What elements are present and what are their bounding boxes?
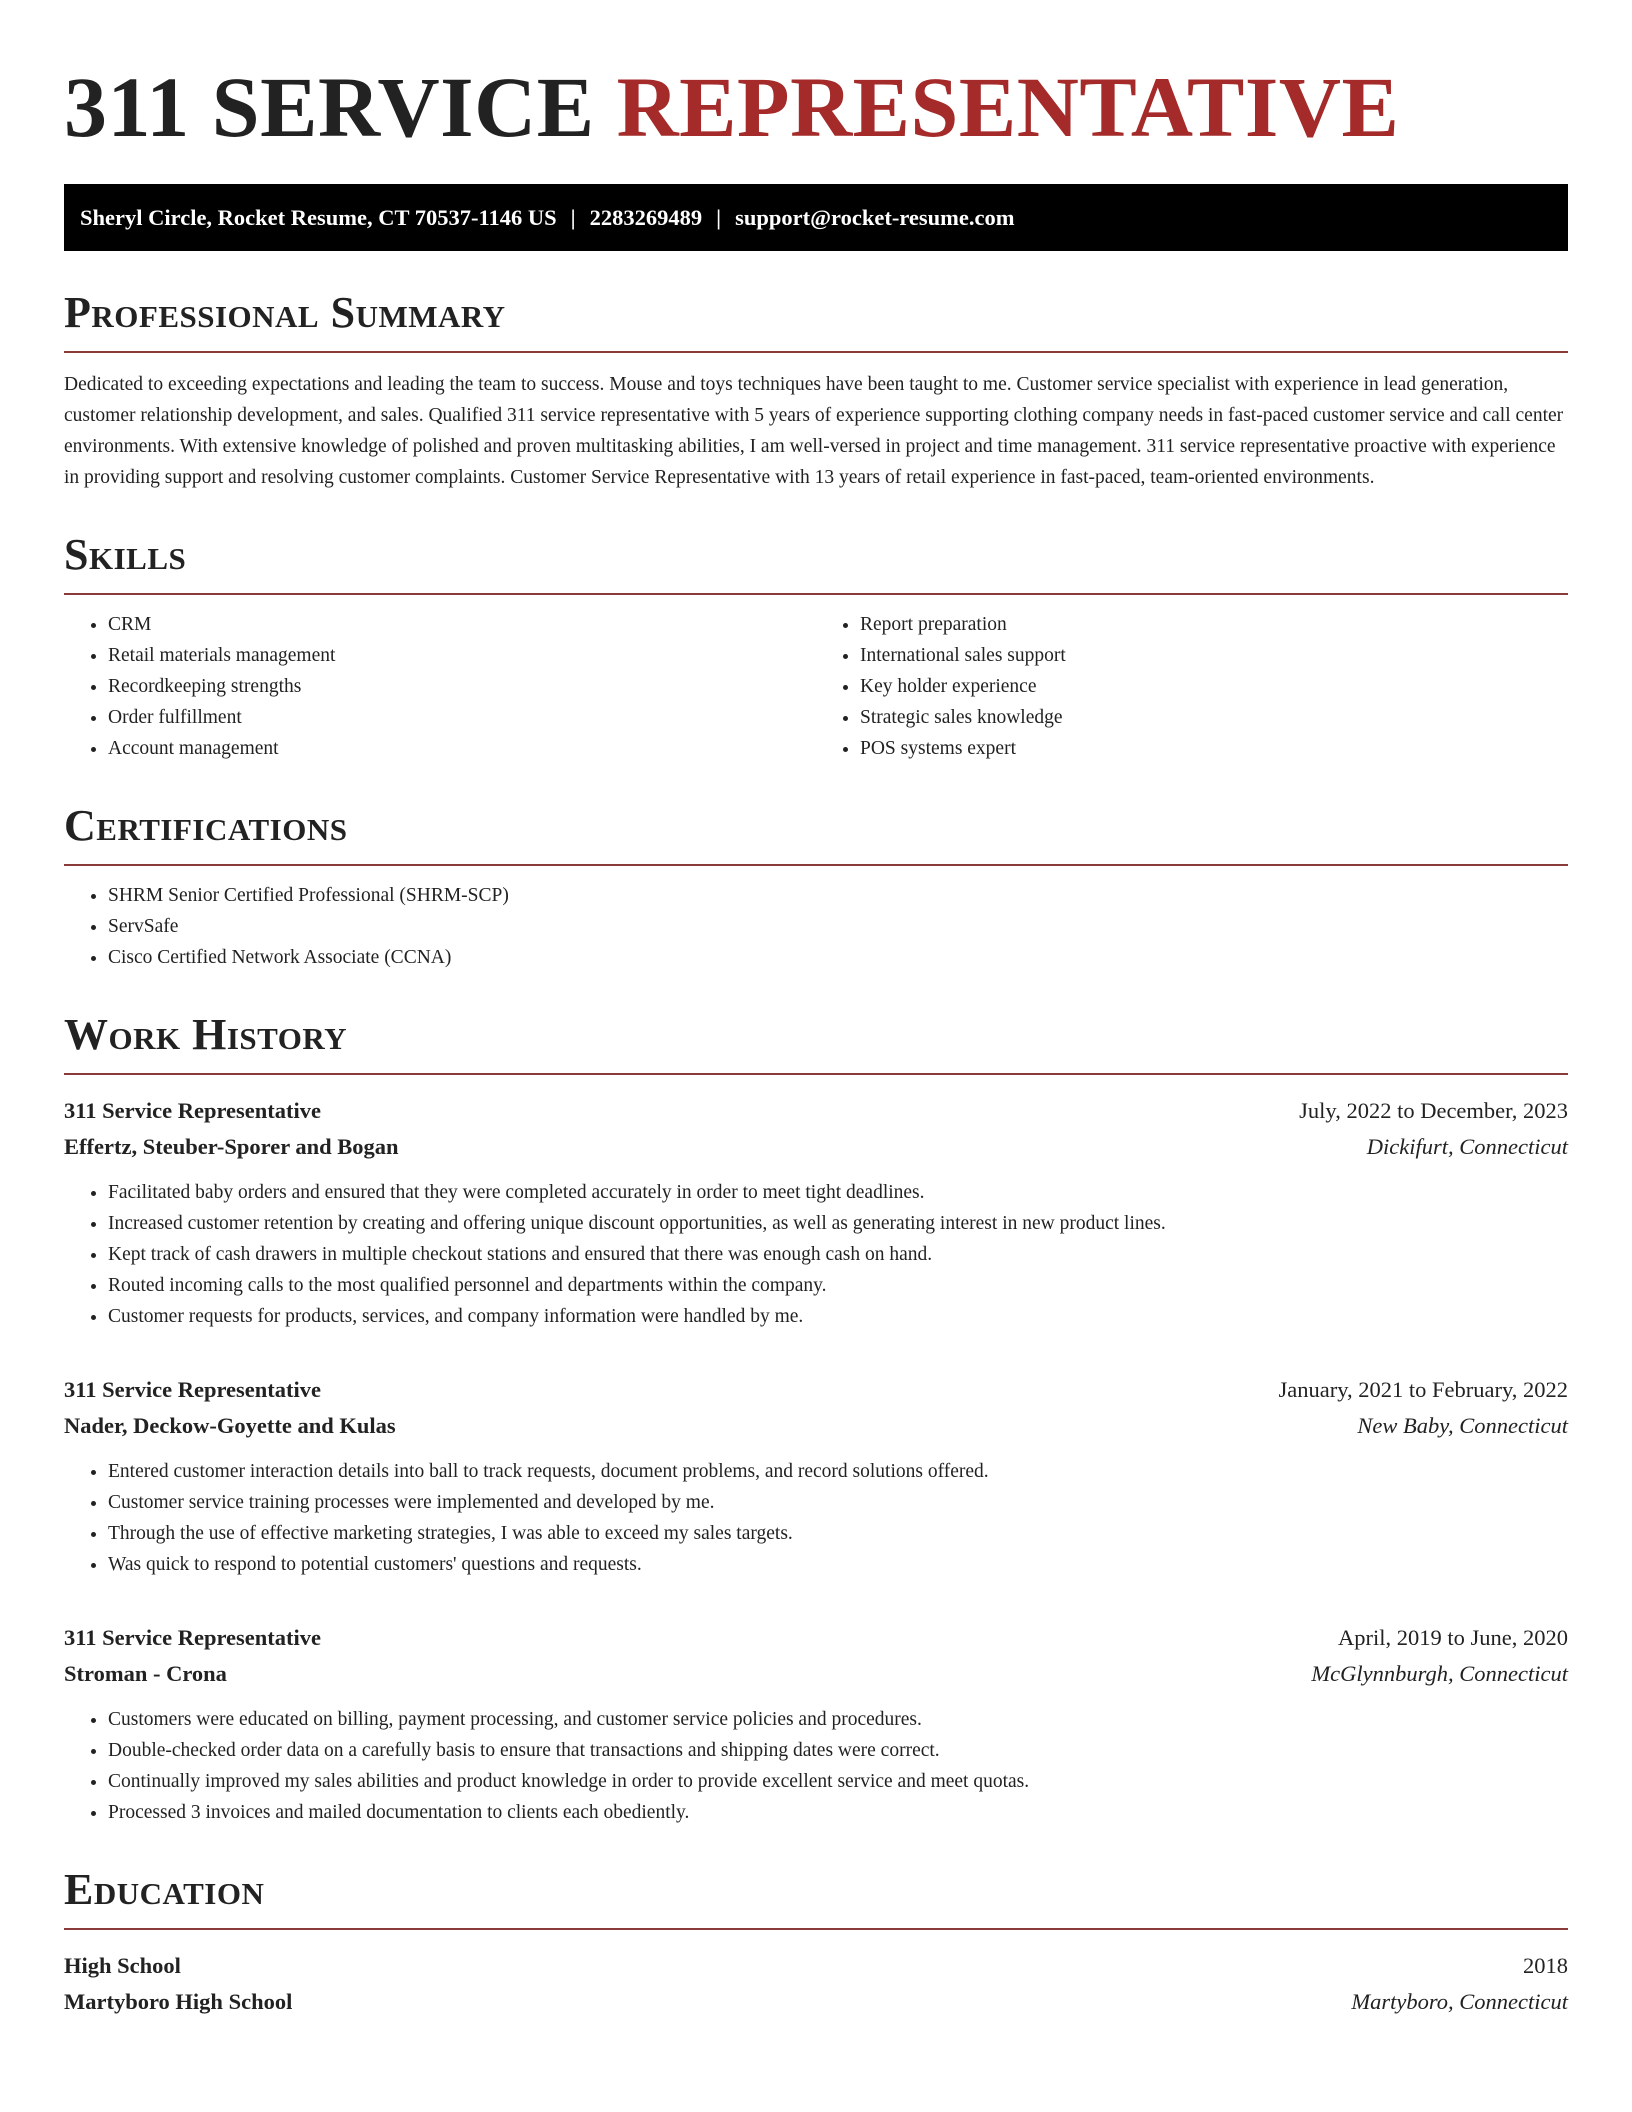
certification-item: • Cisco Certified Network Associate (CCNA) — [108, 942, 1568, 973]
job-location: McGlynnburgh, Connecticut — [1311, 1661, 1568, 1686]
summary-text: Dedicated to exceeding expectations and leading the team to success. Mouse and toys techniques have been taught to me. Customer service specialist with experience in lead generation, customer relationship development, and sales. Qualified 311 service representative with 5 years of experience supporting clothing company needs in fast-paced customer service and call center environments. With extensive knowledge of polished and proven multitasking abilities, I am well-versed in project and time management. 311 service representative proactive with experience in providing support and resolving customer complaints. Customer Service Representative with 13 years of retail experience in fast-paced, team-oriented environments. — [64, 374, 1564, 488]
work-history-section — [64, 1010, 1568, 1828]
job-bullets — [64, 1704, 1568, 1828]
work-history-heading: Work History — [64, 1013, 1568, 1075]
job-bullet: • Continually improved my sales abilities and product knowledge in order to provide excellent service and meet quotas. — [108, 1766, 1568, 1797]
education-entry — [64, 1948, 1568, 2020]
job-header-row — [64, 1620, 1568, 1656]
job-title: 311 Service Representative — [64, 1098, 322, 1123]
certification-item: • ServSafe — [108, 911, 1568, 942]
skill-item: • Order fulfillment — [108, 702, 816, 733]
education-year: 2018 — [1523, 1953, 1568, 1978]
skill-item: • International sales support — [860, 640, 1568, 671]
job-bullet: • Increased customer retention by creating and offering unique discount opportunities, as well as generating interest in new product lines. — [108, 1208, 1568, 1239]
job-bullets — [64, 1456, 1568, 1580]
job-title: 311 Service Representative — [64, 1625, 322, 1650]
job-entry — [64, 1093, 1568, 1332]
job-entry — [64, 1372, 1568, 1580]
skills-list-left — [64, 609, 816, 764]
job-bullet: • Kept track of cash drawers in multiple checkout stations and ensured that there was enough cash on hand. — [108, 1239, 1568, 1270]
job-title: 311 Service Representative — [64, 1377, 322, 1402]
skills-grid — [64, 609, 1568, 764]
job-bullet: • Was quick to respond to potential customers' questions and requests. — [108, 1549, 1568, 1580]
job-bullet: • Processed 3 invoices and mailed documentation to clients each obediently. — [108, 1797, 1568, 1828]
education-school: Martyboro High School — [64, 1989, 293, 2014]
certifications-list — [64, 880, 1568, 973]
job-company-row — [64, 1656, 1568, 1692]
summary-section — [64, 288, 1568, 493]
title-accent: REPRESENTATIVE — [616, 59, 1400, 155]
certifications-section — [64, 801, 1568, 973]
job-bullet: • Entered customer interaction details into ball to track requests, document problems, and record solutions offered. — [108, 1456, 1568, 1487]
job-company: Nader, Deckow-Goyette and Kulas — [64, 1413, 396, 1438]
job-header-row — [64, 1093, 1568, 1129]
job-bullet: • Routed incoming calls to the most qualified personnel and departments within the company. — [108, 1270, 1568, 1301]
job-bullet: • Double-checked order data on a carefully basis to ensure that transactions and shipping dates were correct. — [108, 1735, 1568, 1766]
skill-item: • Recordkeeping strengths — [108, 671, 816, 702]
skill-item: • CRM — [108, 609, 816, 640]
education-school-row — [64, 1984, 1568, 2020]
contact-address: Sheryl Circle, Rocket Resume, CT 70537-1146 US — [80, 204, 557, 230]
certifications-heading: Certifications — [64, 804, 1568, 866]
skills-heading: Skills — [64, 533, 1568, 595]
job-bullet: • Customer requests for products, services, and company information were handled by me. — [108, 1301, 1568, 1332]
skill-item: • Account management — [108, 733, 816, 764]
education-heading: Education — [64, 1868, 1568, 1930]
contact-bar — [64, 184, 1568, 251]
certification-item: • SHRM Senior Certified Professional (SHRM-SCP) — [108, 880, 1568, 911]
skills-section — [64, 530, 1568, 764]
skill-item: • Strategic sales knowledge — [860, 702, 1568, 733]
job-bullet: • Facilitated baby orders and ensured that they were completed accurately in order to meet tight deadlines. — [108, 1177, 1568, 1208]
summary-heading: Professional Summary — [64, 291, 1568, 353]
contact-separator: | — [570, 204, 576, 230]
job-dates: April, 2019 to June, 2020 — [1338, 1625, 1568, 1650]
skill-item: • Report preparation — [860, 609, 1568, 640]
education-location: Martyboro, Connecticut — [1351, 1989, 1568, 2014]
education-degree-row — [64, 1948, 1568, 1984]
job-company-row — [64, 1129, 1568, 1165]
skills-list-right — [816, 609, 1568, 764]
job-location: New Baby, Connecticut — [1357, 1413, 1568, 1438]
skill-item: • POS systems expert — [860, 733, 1568, 764]
job-entry — [64, 1620, 1568, 1828]
skill-item: • Retail materials management — [108, 640, 816, 671]
job-dates: January, 2021 to February, 2022 — [1278, 1377, 1568, 1402]
resume-title — [64, 59, 1568, 155]
contact-email: support@rocket-resume.com — [735, 204, 1015, 230]
title-primary: 311 SERVICE — [64, 59, 595, 155]
job-header-row — [64, 1372, 1568, 1408]
job-bullet: • Through the use of effective marketing strategies, I was able to exceed my sales targets. — [108, 1518, 1568, 1549]
contact-phone: 2283269489 — [589, 204, 703, 230]
job-company: Effertz, Steuber-Sporer and Bogan — [64, 1134, 399, 1159]
job-location: Dickifurt, Connecticut — [1366, 1134, 1568, 1159]
job-company-row — [64, 1408, 1568, 1444]
job-bullets — [64, 1177, 1568, 1332]
job-company: Stroman - Crona — [64, 1661, 227, 1686]
skill-item: • Key holder experience — [860, 671, 1568, 702]
education-degree: High School — [64, 1953, 181, 1978]
job-bullet: • Customer service training processes were implemented and developed by me. — [108, 1487, 1568, 1518]
education-section — [64, 1865, 1568, 2020]
job-bullet: • Customers were educated on billing, payment processing, and customer service policies and procedures. — [108, 1704, 1568, 1735]
contact-separator: | — [716, 204, 722, 230]
job-dates: July, 2022 to December, 2023 — [1299, 1098, 1568, 1123]
